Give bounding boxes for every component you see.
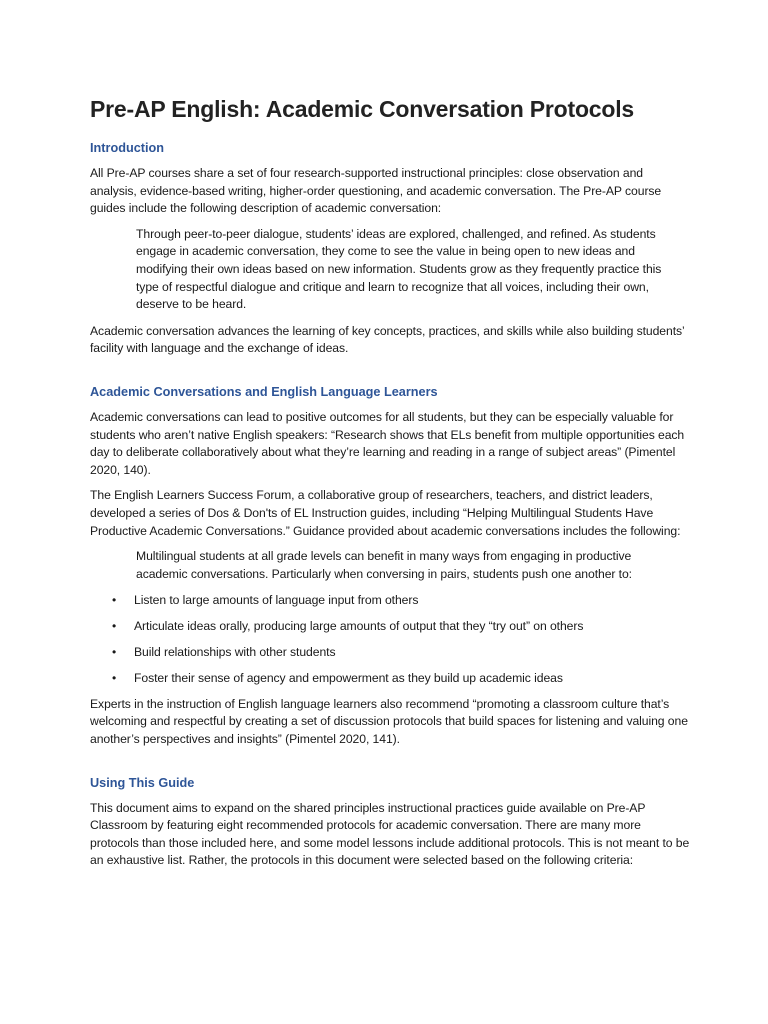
page-title: Pre-AP English: Academic Conversation Protocols	[90, 96, 635, 122]
ell-paragraph-1: Academic conversations can lead to positive outcomes for all students, but they can be especially valuable for students who aren’t native English speakers: “Research shows that ELs benefit from multiple opportunities each day to deliberate collaboratively about what they’re learning and reading in a range of subject areas” (Pimentel 2020, 140).	[90, 409, 685, 477]
intro-paragraph-2: Academic conversation advances the learning of key concepts, practices, and skills while also building students’ facility with language and the exchange of ideas.	[90, 323, 685, 356]
list-item-text: Build relationships with other students	[134, 645, 336, 660]
list-item-text: Articulate ideas orally, producing large amounts of output that they “try out” on others	[134, 619, 584, 634]
bullet-icon: •	[112, 593, 117, 608]
bullet-icon: •	[112, 619, 117, 634]
list-item	[90, 644, 690, 662]
section-using-guide	[90, 775, 690, 870]
section-heading-introduction: Introduction	[90, 141, 164, 155]
ell-paragraph-3: Experts in the instruction of English language learners also recommend “promoting a classroom culture that’s welcoming and respectful by creating a set of discussion protocols that build spaces for listening and valuing one another’s perspectives and insights” (Pimentel 2020, 141).	[90, 696, 688, 747]
ell-block-quote	[136, 548, 676, 583]
ell-quote-text: Multilingual students at all grade levels can benefit in many ways from engaging in productive academic conversations. Particularly when conversing in pairs, students push one another to:	[136, 549, 632, 581]
section-heading-using-guide: Using This Guide	[90, 775, 195, 790]
list-item	[90, 618, 690, 636]
list-item-text: Listen to large amounts of language input from others	[134, 593, 419, 608]
intro-block-quote	[136, 226, 676, 314]
list-item-text: Foster their sense of agency and empowerment as they build up academic ideas	[134, 670, 563, 685]
list-item	[90, 592, 690, 610]
bullet-icon: •	[112, 670, 117, 685]
section-ell	[90, 384, 690, 749]
intro-quote-text: Through peer-to-peer dialogue, students’ ideas are explored, challenged, and refined. As students engage in academic conversation, they come to see the value in being open to new ideas and modifying their own ideas based on new information. Students grow as they frequently practice this type of respectful dialogue and critique and learn to recognize that all voices, including their own, deserve to be heard.	[136, 226, 662, 312]
section-heading-ell: Academic Conversations and English Language Learners	[90, 384, 438, 399]
bullet-icon: •	[112, 645, 117, 660]
ell-paragraph-2: The English Learners Success Forum, a collaborative group of researchers, teachers, and district leaders, developed a series of Dos & Don'ts of EL Instruction guides, including “Helping Multilingual Students Have Productive Academic Conversations.” Guidance provided about academic conversations includes the following:	[90, 488, 681, 538]
intro-paragraph-1: All Pre-AP courses share a set of four research-supported instructional principles: close observation and analysis, evidence-based writing, higher-order questioning, and academic conversation. The Pre-AP course guides include the following description of academic conversation:	[90, 166, 662, 216]
section-introduction	[90, 140, 690, 358]
guide-paragraph-1: This document aims to expand on the shared principles instructional practices guide available on Pre-AP Classroom by featuring eight recommended protocols for academic conversation. There are many more protocols than those included here, and some model lessons include additional protocols. This is not meant to be an exhaustive list. Rather, the protocols in this document were selected based on the following criteria:	[90, 800, 690, 868]
list-item	[90, 670, 690, 688]
ell-bullet-list	[90, 592, 690, 687]
document-page	[90, 92, 690, 878]
